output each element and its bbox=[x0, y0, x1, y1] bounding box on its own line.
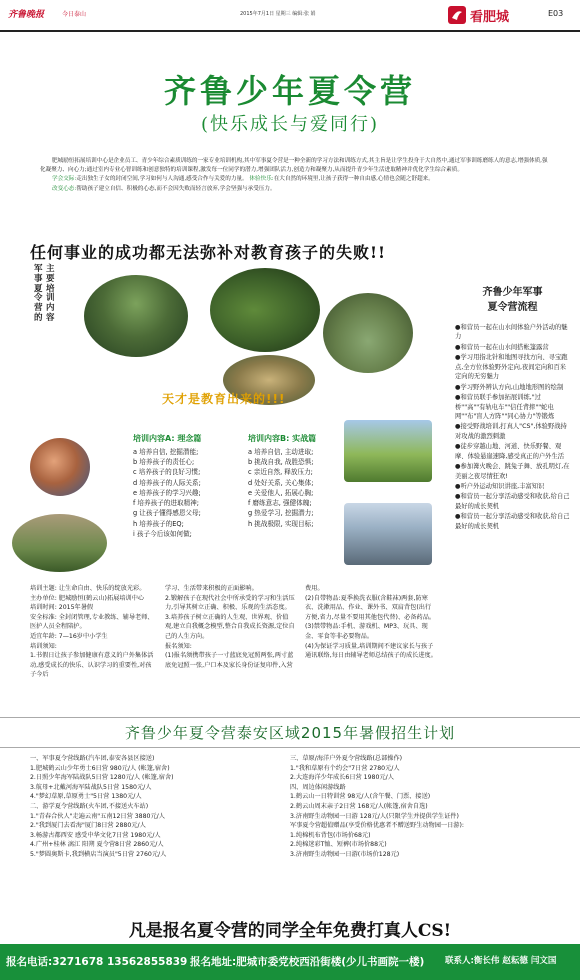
process-column bbox=[455, 285, 570, 532]
enroll-line: 2.大连海洋少年成长6日营 1980元/人 bbox=[290, 774, 394, 782]
intro-text bbox=[40, 157, 550, 195]
detail-line: 适宜年龄: 7—16岁中小学生 bbox=[30, 633, 108, 641]
process-title bbox=[455, 285, 570, 315]
process-title-line: 齐鲁少年军事 bbox=[482, 287, 543, 298]
genius-slogan: 天才是教育出来的!!! bbox=[162, 392, 286, 406]
details-col-1 bbox=[30, 584, 155, 680]
details-col-2 bbox=[165, 584, 295, 670]
content-b-title: 培训内容B: 实战篇 bbox=[248, 434, 317, 443]
intro-paragraph bbox=[40, 175, 550, 184]
intro-text-span: 帮助孩子建立自信、积极的心态,而不会因失败而轻言放弃,学会坚强与承受压力。 bbox=[76, 185, 276, 192]
training-photo bbox=[344, 420, 432, 482]
process-list bbox=[455, 323, 570, 531]
list-item: g 让孩子懂得感恩父母; bbox=[133, 509, 201, 518]
enroll-line: 4.广州+桂林 漓江 阳朔 夏令营8日营 2860元/人 bbox=[30, 841, 164, 849]
issue-date: 2015年7月1日 星期三 编辑:张 娟 bbox=[240, 11, 316, 17]
main-title: 齐鲁少年夏令营 bbox=[163, 72, 416, 110]
list-item: g 热爱学习, 挖掘潜力; bbox=[248, 509, 314, 518]
training-photo bbox=[210, 268, 320, 352]
enroll-line: 2.纯棉迷彩T恤、短裤(市场价88元) bbox=[290, 841, 387, 849]
enrollment-right bbox=[290, 754, 565, 860]
list-item: f 培养孩子的进取精神; bbox=[133, 499, 199, 508]
detail-line: 报名须知: bbox=[165, 642, 192, 650]
enroll-line: 5."梦圆奥斯卡,我到横店当演员"5日营 2760元/人 bbox=[30, 851, 167, 859]
divider bbox=[0, 747, 580, 748]
list-item: e 培养孩子的学习兴趣; bbox=[133, 488, 201, 497]
detail-line: (3)禁带物品:手机、游戏机、MP3、玩具、现金、零食等非必要物品。 bbox=[305, 623, 428, 641]
detail-line: 培训主题: 让生命自由、快乐的绽放光彩。 bbox=[30, 585, 146, 592]
enroll-line: 4."梦幻草原,草原勇士"5日营 1380元/人 bbox=[30, 793, 142, 801]
list-item: ●和营员一起在山水间体验户外活动的魅力 bbox=[455, 324, 568, 341]
detail-line: 3.培养孩子树立正确的人生观、世界观、价值观,建立自我概念模型,整合自我成长资源,定位自己的人生方向。 bbox=[165, 613, 295, 641]
training-photo bbox=[84, 275, 188, 357]
detail-line: (2)自带物品:夏季换洗衣服(含鞋袜)两套,防寒衣、洗漱用品、作业、课外书、双肩背包(出行方便,省力,尽量不要用其他包代替)、必备药品。 bbox=[305, 594, 436, 621]
enroll-line: 三、草原/海洋户外夏令营线路(总部操作) bbox=[290, 755, 403, 762]
newspaper-logo: 齐鲁晚报 bbox=[8, 10, 45, 20]
enroll-line: 1.纯棉机布背包(市场价68元) bbox=[290, 831, 371, 839]
slogan-headline: 任何事业的成功都无法弥补对教育孩子的失败!! bbox=[30, 243, 387, 262]
list-item: ●听户外运动知识讲座,丰富知识 bbox=[455, 483, 545, 490]
content-a-box bbox=[133, 433, 243, 539]
enroll-line: 1."青春合伙人"走遍云南"五南12日营 3880元/人 bbox=[30, 812, 165, 820]
enroll-line: 四、周边体闲游线路 bbox=[290, 783, 346, 791]
divider bbox=[0, 717, 580, 718]
intro-label: 体验快乐: bbox=[249, 176, 274, 183]
list-item: b 培养孩子的责任心; bbox=[133, 458, 195, 467]
list-item: a 培养自信, 主动进取; bbox=[248, 448, 314, 456]
list-item: a 培养自信, 挖掘潜能; bbox=[133, 448, 199, 456]
list-item: ●参加篝火晚会、跳兔子舞、放孔明灯,在美丽之夜尽情狂欢! bbox=[455, 463, 570, 480]
content-b-list bbox=[248, 447, 344, 529]
list-item: b 挑战自我, 战胜恐惧; bbox=[248, 458, 314, 467]
list-item: ●学习野外辨认方向,山地地形图的绘制 bbox=[455, 383, 564, 391]
enroll-line: 二、游学夏令营线路(火车团,不接送火车站) bbox=[30, 803, 149, 811]
promo-headline: 凡是报名夏令营的同学全年免费打真人CS! bbox=[128, 921, 452, 941]
intro-label: 改变心态: bbox=[52, 185, 77, 192]
enroll-line: 2."我到厦门去看海"厦门8日营 2880元/人 bbox=[30, 822, 146, 830]
list-item: d 培养孩子的人际关系; bbox=[133, 478, 201, 487]
intro-text-span: 走出独生子女的封闭空间,学习如何与人沟通,感受合作与关爱的力量。 bbox=[76, 176, 248, 183]
training-photo bbox=[12, 514, 107, 572]
page-header bbox=[0, 0, 580, 32]
enroll-line: 1.鹤云山一日特训营 98元/人(含午餐、门票、接送) bbox=[290, 793, 431, 801]
enroll-line: 1.肥城鹤云山少年勇士6日营 980元/人 (帐篷,宿舍) bbox=[30, 764, 170, 772]
list-item: ●和营员一起分享活动感受和收获,给自己最好的成长契机 bbox=[455, 493, 570, 510]
content-a-title: 培训内容A: 理念篇 bbox=[133, 434, 202, 443]
list-item: ●和营员一起在山水间搭帐篷露营 bbox=[455, 343, 549, 351]
enroll-line: 3.畅游古都西安 感受中华文化7日营 1980元/人 bbox=[30, 831, 161, 839]
list-item: ●徒步穿越山地、河道、快乐野餐、观摩、体验悬崖速降,感受真正的户外生活 bbox=[455, 443, 565, 460]
list-item: i 孩子今后该如何做; bbox=[133, 529, 192, 538]
content-a-list bbox=[133, 447, 243, 539]
list-item: c 培养孩子的良好习惯; bbox=[133, 468, 201, 477]
enroll-line: 3.济南野生动物园一日游 128元/人(只限学生并提供学生证件) bbox=[290, 812, 459, 820]
content-b-box bbox=[248, 433, 344, 529]
training-photo bbox=[30, 438, 90, 496]
enroll-line: 一、军事夏令营线路(汽车团,泰安各县区接送) bbox=[30, 755, 155, 762]
detail-line: 培训时间: 2015年暑假 bbox=[30, 604, 94, 612]
section-logo-icon bbox=[448, 6, 466, 24]
list-item: d 处好关系, 关心集体; bbox=[248, 478, 314, 487]
enroll-line: 2.鹤云山周末亲子2日营 168元/人(帐篷,宿舍自选) bbox=[290, 803, 428, 811]
detail-line: 学习、生活带来积极的正面影响。 bbox=[165, 585, 258, 592]
list-item: ●接受野战培训,打真人"CS",体验野战持对攻战的激烈刺激 bbox=[455, 423, 567, 440]
footer-contact: 联系人:衡长伟 赵耘德 闫文国 bbox=[445, 956, 557, 966]
contact-footer bbox=[0, 944, 580, 980]
process-title-line: 夏令营流程 bbox=[487, 302, 538, 313]
detail-line: 主办单位: 肥城励恒(鹤云山)拓展培训中心 bbox=[30, 594, 145, 602]
enroll-line: 军事夏令营超值赠品(享受价格优惠者不赠送野生动物园一日游): bbox=[290, 822, 464, 830]
detail-line: 2.锻解孩子在现代社会中所承受的学习和生活压力,引导其树立正确、积极、乐观的生活态度。 bbox=[165, 594, 295, 612]
enroll-line: 3.航母+北戴河海军陆战队5日营 1580元/人 bbox=[30, 783, 152, 791]
enroll-line: 3.济南野生动物园一日游(市场价128元) bbox=[290, 851, 400, 859]
list-item: ●和营员一起分享活动感受和收获,给自己最好的成长契机 bbox=[455, 513, 570, 530]
enrollment-left bbox=[30, 754, 275, 860]
list-item: h 挑战极限, 实现目标; bbox=[248, 519, 314, 528]
training-photo bbox=[344, 503, 432, 565]
intro-label: 学会交际: bbox=[52, 176, 77, 183]
subtitle: (快乐成长与爱同行) bbox=[200, 114, 380, 135]
enrollment-title: 齐鲁少年夏令营泰安区域2015年暑假招生计划 bbox=[124, 724, 456, 742]
list-item: e 关爱他人, 拓展心胸; bbox=[248, 488, 314, 497]
detail-line: 培训须知: bbox=[30, 642, 57, 650]
list-item: ●学习用指北针和地图寻找方向、寻宝跑点,全方位体验野外定向,夜间定向和百米定向的无穷魅力 bbox=[455, 354, 568, 381]
list-item: f 磨练意志, 强健体魄; bbox=[248, 499, 312, 508]
vertical-label-col: 军事夏令营的 bbox=[34, 264, 43, 323]
vertical-label bbox=[34, 265, 84, 324]
detail-line: (4)为保证学习质量,培训期间不建议家长与孩子通讯联络,每日由辅导老师总结孩子的成长进度。 bbox=[305, 642, 437, 660]
detail-line: 安全标准: 全封闭管理,专业教练、辅导老师、医护人员全程陪护。 bbox=[30, 613, 154, 631]
detail-line: (1)报名须携带孩子一寸蓝底免冠照两张,两寸蓝底免冠照一张,户口本及家长身份证复印件,入营 bbox=[165, 652, 294, 669]
list-item: ●和营员联手参加拓展训练,"过桥""高""有轨电车""信任背摔""蛇电网""布"盲人方阵""同心协力"等锻炼 bbox=[455, 394, 555, 420]
vertical-label-col: 主要培训内容 bbox=[46, 264, 55, 323]
training-photo bbox=[323, 293, 413, 373]
details-col-3 bbox=[305, 584, 437, 661]
enroll-line: 1."我和草原有个约会"7日营 2780元/人 bbox=[290, 764, 400, 772]
page-label: 今日泰山 bbox=[62, 11, 87, 18]
detail-line: 1.书假日让孩子参加健康有意义的户外集体活动,感受成长的快乐、认识学习的重要性,对孩子今后 bbox=[30, 652, 154, 679]
footer-address: 报名地址:肥城市委党校西沿街楼(少儿书画院一楼) bbox=[190, 956, 425, 968]
list-item: c 亲近自然, 释放压力; bbox=[248, 468, 313, 477]
enroll-line: 2.日照少年海军陆战队5日营 1280元/人 (帐篷,宿舍) bbox=[30, 774, 174, 782]
list-item: h 培养孩子的EQ; bbox=[133, 519, 184, 528]
page-number: E03 bbox=[548, 9, 564, 18]
footer-phone: 报名电话:3271678 13562855839 bbox=[6, 956, 188, 968]
section-title: 看肥城 bbox=[470, 10, 510, 25]
detail-line: 费用。 bbox=[305, 585, 324, 592]
intro-paragraph: 肥城励恒拓展培训中心是企业员工、青少年综合素质训练的一家专业培训机构,其中军事夏令营是一种全新的学习方法和训练方式,其主旨是让学生投身于大自然中,通过军事训练磨练人的意志,增强体质,强化凝聚力、向心力;通过室内专业心智训练和创意独特的培训课程,激发每一位同学的潜力,增强团队活力,创造力和凝聚力,从而提升青少年生活进取精神并优化学生综合素质。 bbox=[40, 158, 548, 173]
intro-paragraph bbox=[40, 185, 550, 194]
intro-text-span: 在大自然的环境里,让孩子获得一种自由感,心情也会随之舒超来。 bbox=[273, 176, 434, 183]
